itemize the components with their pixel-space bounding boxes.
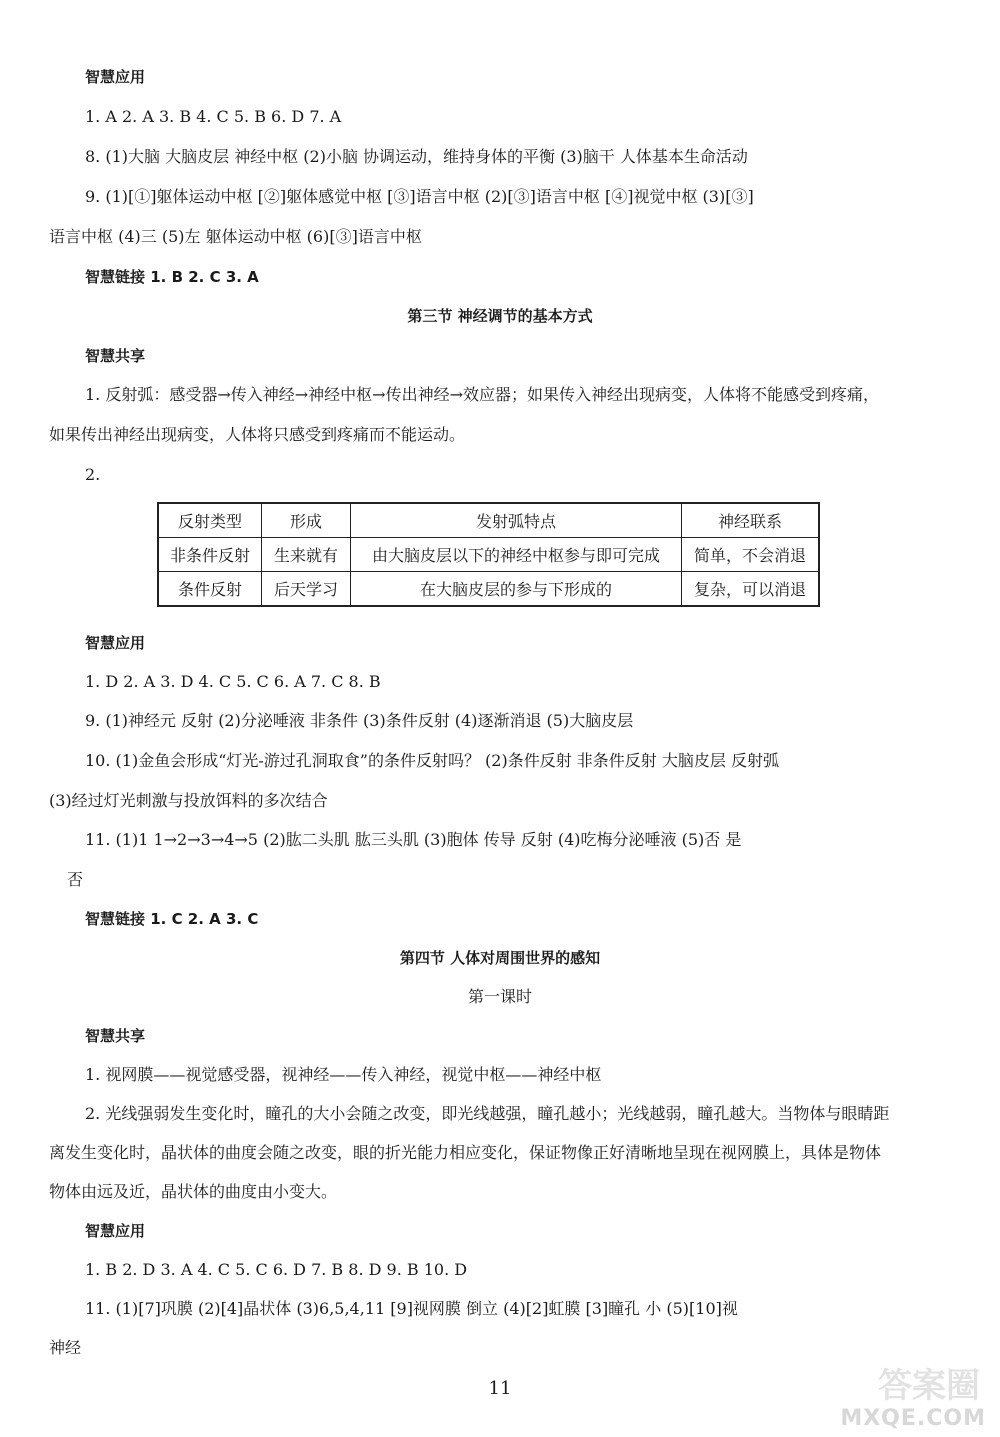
table-cell: 简单，不会消退 [682,538,820,572]
text-line: 如果传出神经出现病变，人体将只感受到疼痛而不能运动。 [49,425,466,444]
text-line: 9. (1)[①]躯体运动中枢 [②]躯体感觉中枢 [③]语言中枢 (2)[③]语言中枢 [④]视觉中枢 (3)[③] [85,187,754,206]
text-line: 离发生变化时，晶状体的曲度会随之改变，眼的折光能力相应变化，保证物像正好清晰地呈现在视网膜上，具体是物体 [49,1143,882,1162]
table-row [158,538,819,572]
text-line: 1. 反射弧：感受器→传入神经→神经中枢→传出神经→效应器；如果传入神经出现病变，人体将不能感受到疼痛， [85,385,879,404]
text-line: 8. (1)大脑 大脑皮层 神经中枢 (2)小脑 协调运动，维持身体的平衡 (3)脑干 人体基本生命活动 [85,147,748,166]
section-heading: 智慧应用 [85,68,146,86]
table-cell: 在大脑皮层的参与下形成的 [351,572,682,607]
table-cell: 由大脑皮层以下的神经中枢参与即可完成 [351,538,682,572]
text-line: 物体由远及近，晶状体的曲度由小变大。 [49,1182,338,1201]
text-line: 第一课时 [467,987,532,1006]
text-line: 11. (1)[7]巩膜 (2)[4]晶状体 (3)6,5,4,11 [9]视网膜 倒立 (4)[2]虹膜 [3]瞳孔 小 (5)[10]视 [85,1299,738,1318]
text-line: 神经 [49,1338,82,1357]
table-cell: 生来就有 [262,538,351,572]
table-header-cell: 发射弧特点 [351,503,682,538]
table-header-cell: 反射类型 [158,503,262,538]
text-line: 否 [67,870,84,889]
text-line: 10. (1)金鱼会形成“灯光-游过孔洞取食”的条件反射吗？ (2)条件反射 非条件反射 大脑皮层 反射弧 [85,751,779,770]
watermark-logo: 答案圈 [878,1366,980,1406]
section-heading: 智慧链接 1. B 2. C 3. A [85,268,259,286]
table-cell: 非条件反射 [158,538,262,572]
table-row [158,572,819,607]
text-line: 1. D 2. A 3. D 4. C 5. C 6. A 7. C 8. B [85,672,381,691]
section-heading: 智慧共享 [85,347,146,365]
table-header-cell: 形成 [262,503,351,538]
section-heading: 智慧应用 [85,634,146,652]
text-line: 11. (1)1 1→2→3→4→5 (2)肱二头肌 肱三头肌 (3)胞体 传导 反射 (4)吃梅分泌唾液 (5)否 是 [85,830,742,849]
table-header-cell: 神经联系 [682,503,820,538]
text-line: (3)经过灯光刺激与投放饵料的多次结合 [49,791,328,810]
table-header-row [158,503,819,538]
text-line: 1. A 2. A 3. B 4. C 5. B 6. D 7. A [85,107,342,126]
section-heading: 智慧应用 [85,1222,146,1240]
section-heading: 智慧共享 [85,1027,146,1045]
section-title: 第三节 神经调节的基本方式 [407,307,593,325]
reflex-comparison-table [157,502,820,607]
page-number: 11 [488,1378,512,1399]
text-line: 1. B 2. D 3. A 4. C 5. C 6. D 7. B 8. D 9. B 10. D [85,1260,468,1279]
table-cell: 后天学习 [262,572,351,607]
section-title: 第四节 人体对周围世界的感知 [399,949,601,967]
watermark-site: MXQE.COM [840,1406,986,1431]
table-cell: 复杂，可以消退 [682,572,820,607]
text-line: 2. 光线强弱发生变化时，瞳孔的大小会随之改变，即光线越强，瞳孔越小；光线越弱，瞳孔越大。当物体与眼睛距 [85,1104,890,1123]
text-line: 1. 视网膜——视觉感受器，视神经——传入神经，视觉中枢——神经中枢 [85,1065,602,1084]
text-line: 2. [85,465,101,484]
table-cell: 条件反射 [158,572,262,607]
text-line: 9. (1)神经元 反射 (2)分泌唾液 非条件 (3)条件反射 (4)逐渐消退 (5)大脑皮层 [85,711,634,730]
text-line: 语言中枢 (4)三 (5)左 躯体运动中枢 (6)[③]语言中枢 [49,227,422,246]
section-heading: 智慧链接 1. C 2. A 3. C [85,910,259,928]
